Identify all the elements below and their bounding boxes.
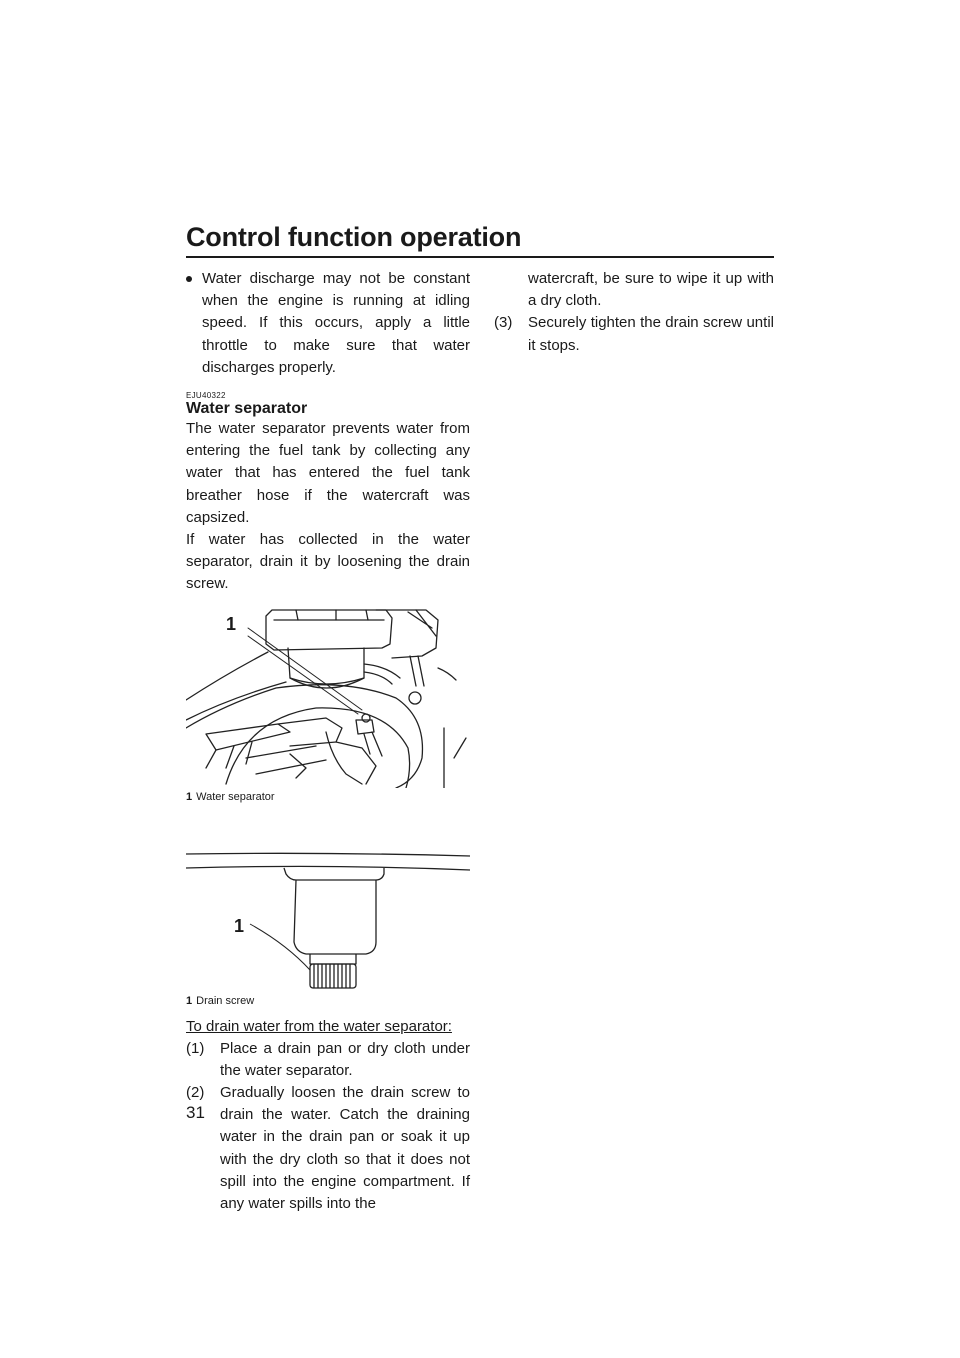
caption-text: Drain screw [196,994,255,1007]
step-number: (2) [186,1084,205,1102]
figure-1-callout: 1 [226,613,237,634]
step-text: Place a drain pan or dry cloth under the water separator. [220,1039,470,1079]
figure-1-caption [186,791,470,804]
figure-2-callout: 1 [234,915,245,936]
right-column [494,268,774,357]
step-text: Gradually loosen the drain screw to drain the water. Catch the draining water in the drain pan or soak it up with the dry cloth so that it does not spill into the engine compartment. If any water spills into the [220,1084,470,1213]
bullet-dot-icon [186,276,192,282]
bullet-text: Water discharge may not be constant when the engine is running at idling speed. If this occurs, apply a little throttle to make sure that water discharges properly. [202,270,470,376]
procedure-heading: To drain water from the water separator: [186,1017,452,1035]
procedure-step [186,1082,470,1215]
step-continued-text: watercraft, be sure to wipe it up with a dry cloth. [528,270,774,310]
step-text: Securely tighten the drain screw until it stops. [528,314,774,354]
section-title: Water separator [186,400,308,418]
bullet-item [186,268,470,379]
page-title: Control function operation [186,222,522,252]
caption-number: 1 [186,994,193,1007]
header-rule [186,256,774,258]
procedure-step [494,312,774,356]
step-number: (1) [186,1039,205,1057]
caption-text: Water separator [196,790,275,803]
step-number: (3) [494,314,513,332]
figure-drain-screw [186,852,470,1008]
left-column [186,268,470,1215]
figure-2-caption [186,995,470,1008]
engine-compartment-illustration [186,608,470,788]
section-paragraph-2: If water has collected in the water separator, drain it by loosening the drain screw. [186,531,470,593]
figure-water-separator [186,608,470,804]
section-paragraph-1: The water separator prevents water from entering the fuel tank by collecting any water that has entered the fuel tank breather hose if the watercraft was capsized. [186,420,470,526]
procedure-step [186,1038,470,1082]
caption-number: 1 [186,790,193,803]
drain-screw-illustration [186,852,470,992]
section-code: EJU40322 [186,391,226,401]
page-number: 31 [186,1103,205,1122]
